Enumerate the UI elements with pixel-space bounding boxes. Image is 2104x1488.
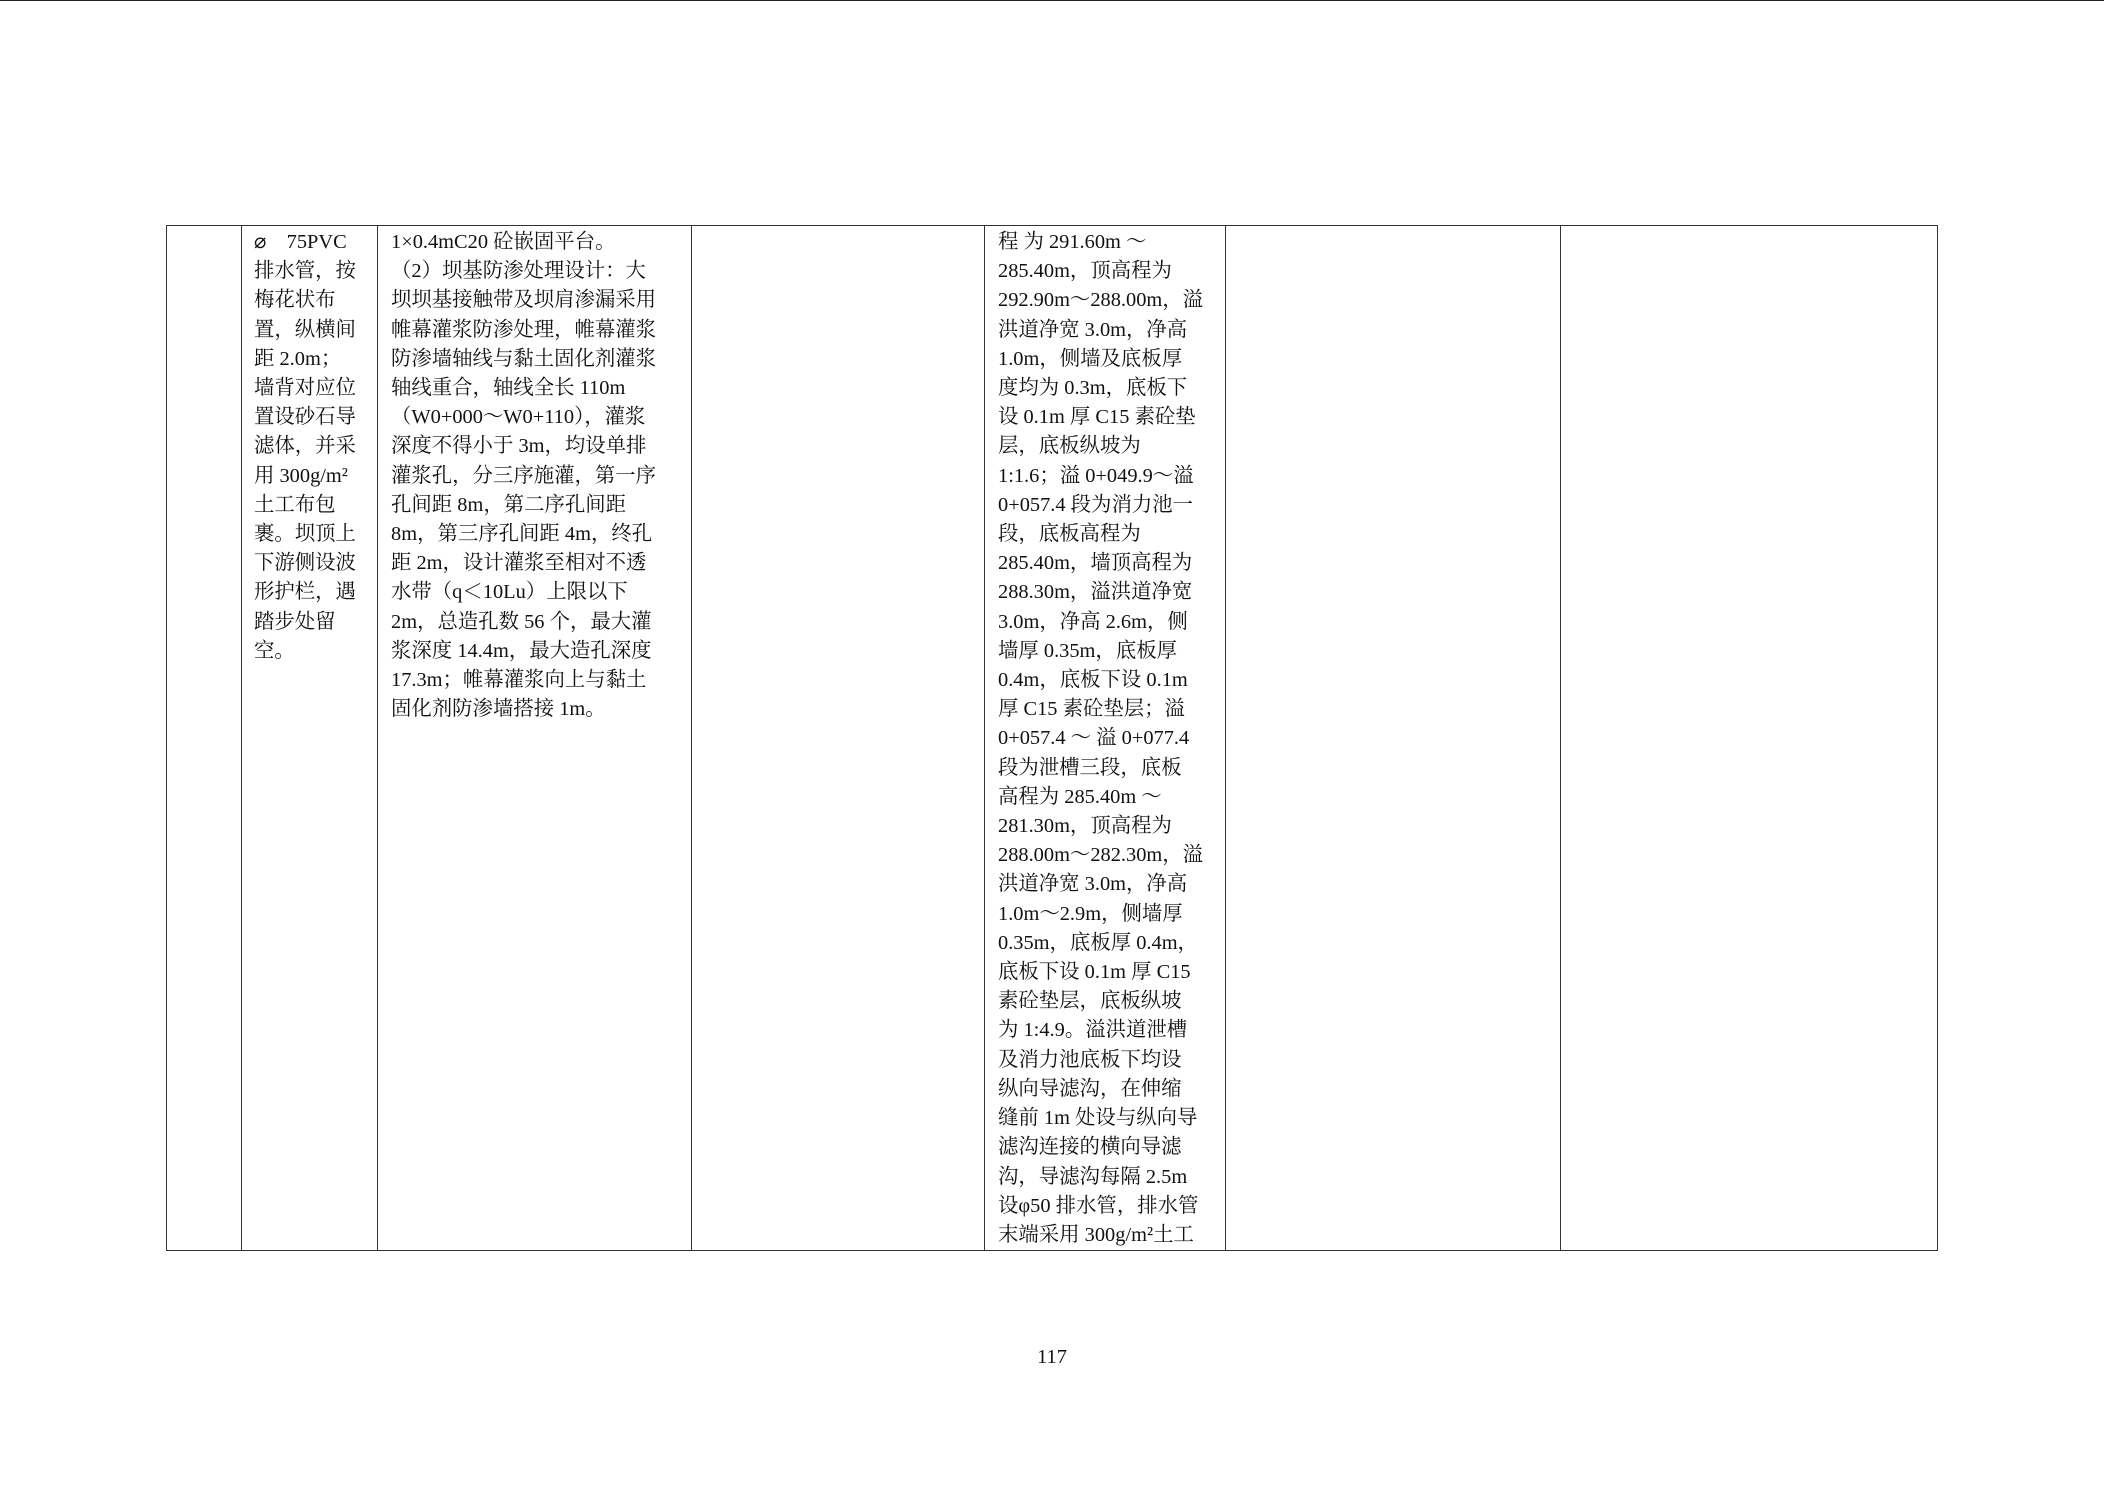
table-cell-foundation-seepage	[378, 226, 692, 1251]
cell-text-spillway: 程 为 291.60m ～ 285.40m，顶高程为 292.90m～288.00m，溢 洪道净宽 3.0m，净高 1.0m，侧墙及底板厚 度均为 0.3m，底板下 设 0.1m 厚 C15 素砼垫 层，底板纵坡为 1:1.6；溢 0+049.9～溢 0+057.4 段为消力池一 段，底板高程为 285.40m，墙顶高程为 288.30m，溢洪道净宽 3.0m，净高 2.6m，侧 墙厚 0.35m，底板厚 0.4m，底板下设 0.1m 厚 C15 素砼垫层；溢 0+057.4 ～ 溢 0+077.4 段为泄槽三段，底板 高程为 285.40m ～ 281.30m，顶高程为 288.00m～282.30m，溢 洪道净宽 3.0m，净高 1.0m～2.9m，侧墙厚 0.35m，底板厚 0.4m， 底板下设 0.1m 厚 C15 素砼垫层，底板纵坡 为 1:4.9。溢洪道泄槽 及消力池底板下均设 纵向导滤沟，在伸缩 缝前 1m 处设与纵向导 滤沟连接的横向导滤 沟，导滤沟每隔 2.5m 设φ50 排水管，排水管 末端采用 300g/m²土工	[998, 231, 1204, 1246]
table-cell-index	[167, 226, 242, 1251]
table-cell-empty-3	[1561, 226, 1938, 1251]
page-number: 117	[1037, 1346, 1067, 1368]
document-table	[166, 225, 1938, 1251]
table-cell-empty-1	[692, 226, 985, 1251]
table-row	[167, 226, 1938, 1251]
cell-text-drainage: ⌀ 75PVC 排水管，按 梅花状布 置，纵横间 距 2.0m； 墙背对应位 置设砂石导 滤体，并采 用 300g/m² 土工布包 裹。坝顶上 下游侧设波 形护栏，遇 踏步处留 空。	[254, 231, 356, 662]
table-cell-spillway	[985, 226, 1226, 1251]
cell-text-foundation-seepage: 1×0.4mC20 砼嵌固平台。 （2）坝基防渗处理设计：大 坝坝基接触带及坝肩渗漏采用 帷幕灌浆防渗处理，帷幕灌浆 防渗墙轴线与黏土固化剂灌浆 轴线重合，轴线全长 110m （W0+000～W0+110），灌浆 深度不得小于 3m，均设单排 灌浆孔，分三序施灌，第一序 孔间距 8m，第二序孔间距 8m，第三序孔间距 4m，终孔 距 2m，设计灌浆至相对不透 水带（q＜10Lu）上限以下 2m，总造孔数 56 个，最大灌 浆深度 14.4m，最大造孔深度 17.3m；帷幕灌浆向上与黏土 固化剂防渗墙搭接 1m。	[391, 231, 657, 721]
page-top-rule	[0, 0, 2104, 1]
table-cell-drainage	[242, 226, 378, 1251]
table-cell-empty-2	[1226, 226, 1561, 1251]
